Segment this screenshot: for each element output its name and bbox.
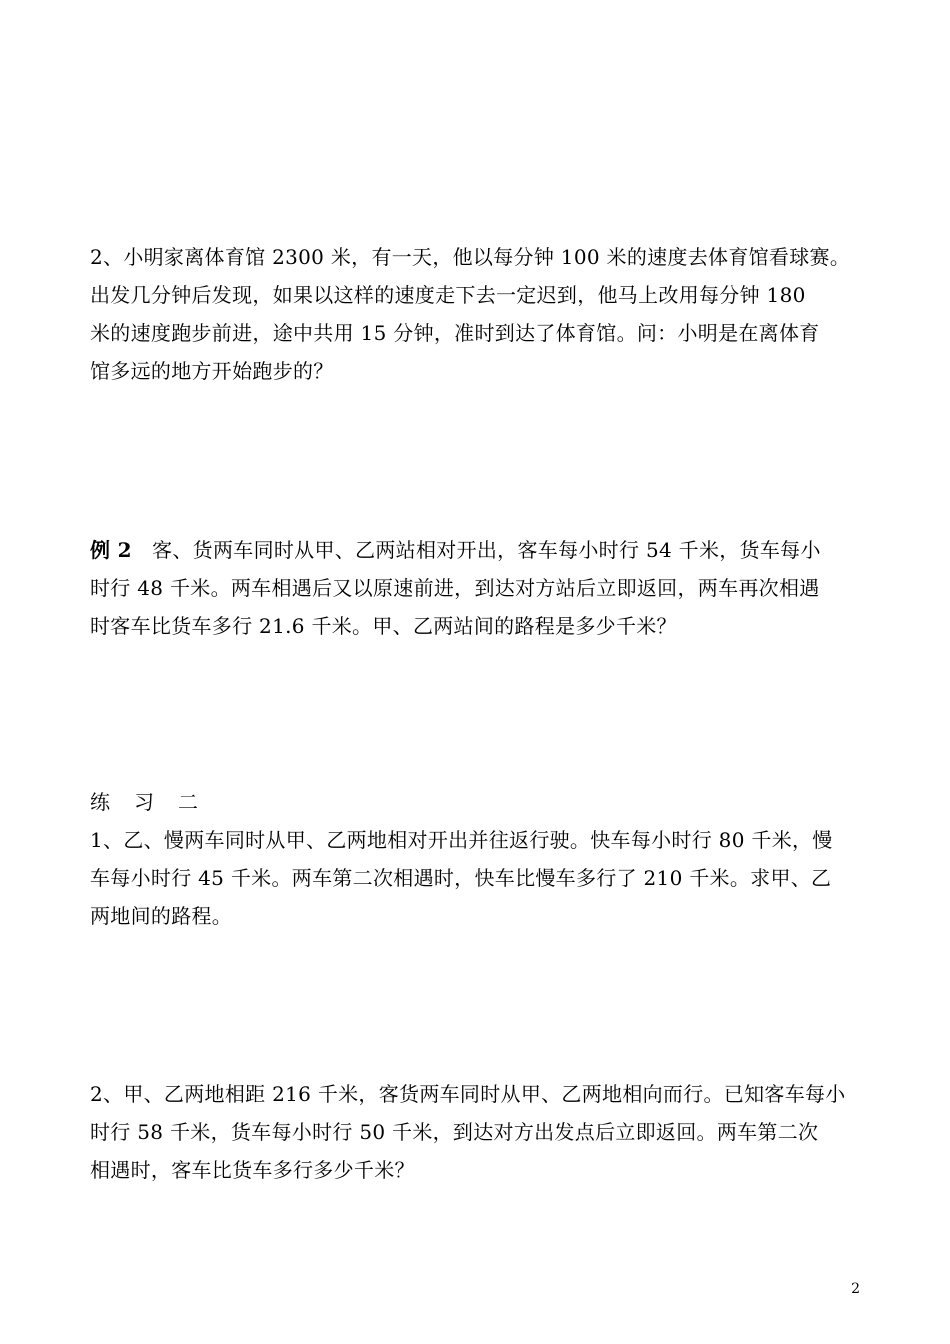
practice-2-problem-2-line: 相遇时，客车比货车多行多少千米？ xyxy=(90,1158,415,1182)
page-number: 2 xyxy=(851,1281,860,1297)
practice-2-problem-1-line: 车每小时行 45 千米。两车第二次相遇时，快车比慢车多行了 210 千米。求甲、乙 xyxy=(90,866,832,890)
problem-2-line: 2、小明家离体育馆 2300 米，有一天，他以每分钟 100 米的速度去体育馆看球赛。 xyxy=(90,245,851,269)
example-2-text xyxy=(90,531,870,645)
problem-2-text xyxy=(90,238,870,390)
example-2-first-line xyxy=(90,531,870,569)
problem-2-line: 馆多远的地方开始跑步的？ xyxy=(90,359,334,383)
practice-2-title: 练习二 xyxy=(90,790,222,814)
practice-2-problem-2-text xyxy=(90,1075,870,1189)
example-2-line: 时客车比货车多行 21.6 千米。甲、乙两站间的路程是多少千米？ xyxy=(90,614,677,638)
problem-2-line: 出发几分钟后发现，如果以这样的速度走下去一定迟到，他马上改用每分钟 180 xyxy=(90,283,806,307)
practice-2-problem-2-line: 时行 58 千米，货车每小时行 50 千米，到达对方出发点后立即返回。两车第二次 xyxy=(90,1120,819,1144)
practice-2-problem-1-line: 1、乙、慢两车同时从甲、乙两地相对开出并往返行驶。快车每小时行 80 千米，慢 xyxy=(90,828,833,852)
practice-2-problem-2-line: 2、甲、乙两地相距 216 千米，客货两车同时从甲、乙两地相向而行。已知客车每小 xyxy=(90,1082,846,1106)
practice-2-problem-1-text xyxy=(90,821,870,935)
example-2-line: 客、货两车同时从甲、乙两站相对开出，客车每小时行 54 千米，货车每小 xyxy=(131,538,821,562)
practice-2-problem-1-line: 两地间的路程。 xyxy=(90,904,233,928)
example-2-line: 时行 48 千米。两车相遇后又以原速前进，到达对方站后立即返回，两车再次相遇 xyxy=(90,576,820,600)
example-2-label: 例 2 xyxy=(90,538,132,562)
problem-2-line: 米的速度跑步前进，途中共用 15 分钟，准时到达了体育馆。问：小明是在离体育 xyxy=(90,321,820,345)
